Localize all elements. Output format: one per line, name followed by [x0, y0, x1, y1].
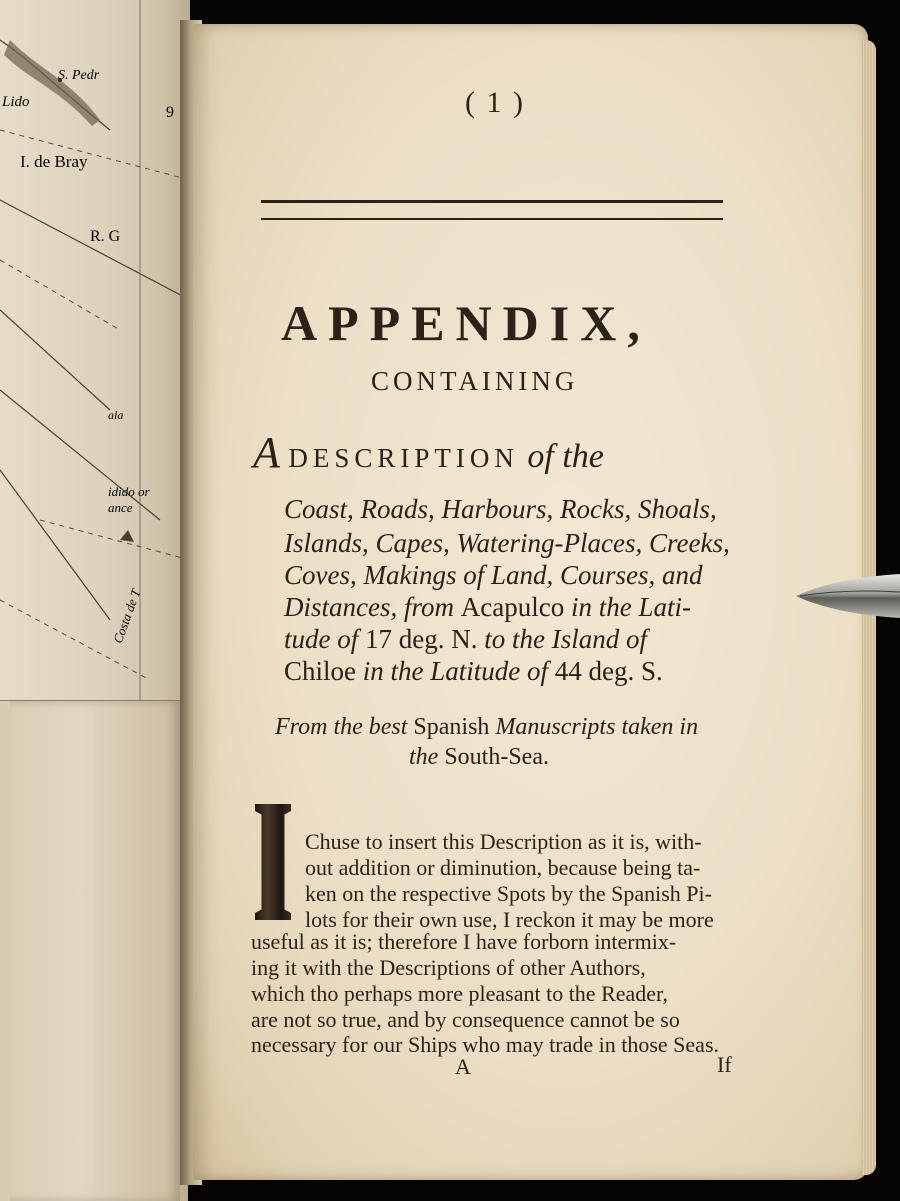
- subtitle-fragment: Distances, from: [284, 592, 454, 622]
- body-line: ken on the respective Spots by the Spanish Pi-: [305, 881, 712, 906]
- header-rule-thin: [261, 218, 723, 220]
- latitude-south: 44 deg. S.: [554, 656, 663, 686]
- body-line: are not so true, and by consequence cannot be so: [251, 1007, 680, 1032]
- description-rest: of the: [527, 438, 604, 475]
- page-title: APPENDIX,: [281, 295, 651, 351]
- source-fragment: the: [409, 744, 439, 770]
- subtitle-line: Coast, Roads, Harbours, Rocks, Shoals,: [284, 494, 717, 524]
- map-label-i-de-bray: I. de Bray: [20, 152, 88, 171]
- map-label-lido: Lido: [2, 94, 30, 110]
- place-acapulco: Acapulco: [460, 592, 565, 622]
- body-line: which tho perhaps more pleasant to the Reader,: [251, 981, 668, 1006]
- map-label-costa: Costa de T: [110, 587, 144, 646]
- catchword: If: [717, 1052, 732, 1077]
- description-cap: A: [253, 428, 280, 477]
- header-rule-thick: [261, 200, 723, 203]
- source-fragment: Manuscripts taken in: [495, 714, 699, 740]
- map-label-ala: ala: [108, 408, 124, 422]
- page-number: ( 1 ): [465, 86, 525, 119]
- description-smallcaps: DESCRIPTION: [288, 443, 519, 473]
- body-line: Chuse to insert this Description as it is, with-: [305, 829, 702, 854]
- body-line: useful as it is; therefore I have forborn intermix-: [251, 929, 677, 954]
- source-south-sea: South-Sea.: [444, 744, 549, 770]
- subtitle-line: Islands, Capes, Watering-Places, Creeks,: [284, 528, 730, 558]
- text-page: [193, 24, 868, 1180]
- containing-label: CONTAINING: [371, 366, 579, 396]
- map-label-ance: ance: [108, 500, 133, 515]
- place-chiloe: Chiloe: [284, 656, 356, 686]
- source-line: [275, 714, 698, 741]
- drop-cap-i: [255, 804, 291, 920]
- subtitle-line: [284, 592, 691, 623]
- latitude-north: 17 deg. N.: [365, 624, 478, 654]
- source-spanish: Spanish: [413, 714, 490, 740]
- subtitle-fragment: tude of: [284, 624, 359, 654]
- subtitle-fragment: to the Island of: [484, 624, 647, 654]
- body-line: lots for their own use, I reckon it may be more: [305, 907, 714, 932]
- metal-pointer-icon: [796, 574, 900, 618]
- description-heading: [253, 427, 604, 478]
- map-label-r-g: R. G: [90, 228, 121, 245]
- subtitle-line: Coves, Makings of Land, Courses, and: [284, 560, 703, 590]
- show-through-text: [281, 106, 781, 132]
- subtitle-line: [284, 624, 647, 655]
- map-label-9: 9: [166, 104, 174, 121]
- subtitle-fragment: in the Lati-: [570, 592, 691, 622]
- folded-map-page: [0, 0, 190, 700]
- body-line: necessary for our Ships who may trade in those Seas.: [251, 1032, 720, 1057]
- source-line: [409, 744, 549, 771]
- page-fold: [10, 701, 180, 1201]
- source-fragment: From the best: [275, 714, 408, 740]
- subtitle-line: [284, 656, 663, 687]
- subtitle-fragment: in the Latitude of: [362, 656, 548, 686]
- signature-mark: A: [455, 1054, 471, 1079]
- map-page-lower: [0, 700, 188, 1201]
- body-line: out addition or diminution, because being ta-: [305, 855, 701, 880]
- map-label-s-pedro: S. Pedr: [58, 68, 100, 83]
- body-line: ing it with the Descriptions of other Authors,: [251, 955, 646, 980]
- map-label-idido: idido or: [108, 484, 150, 499]
